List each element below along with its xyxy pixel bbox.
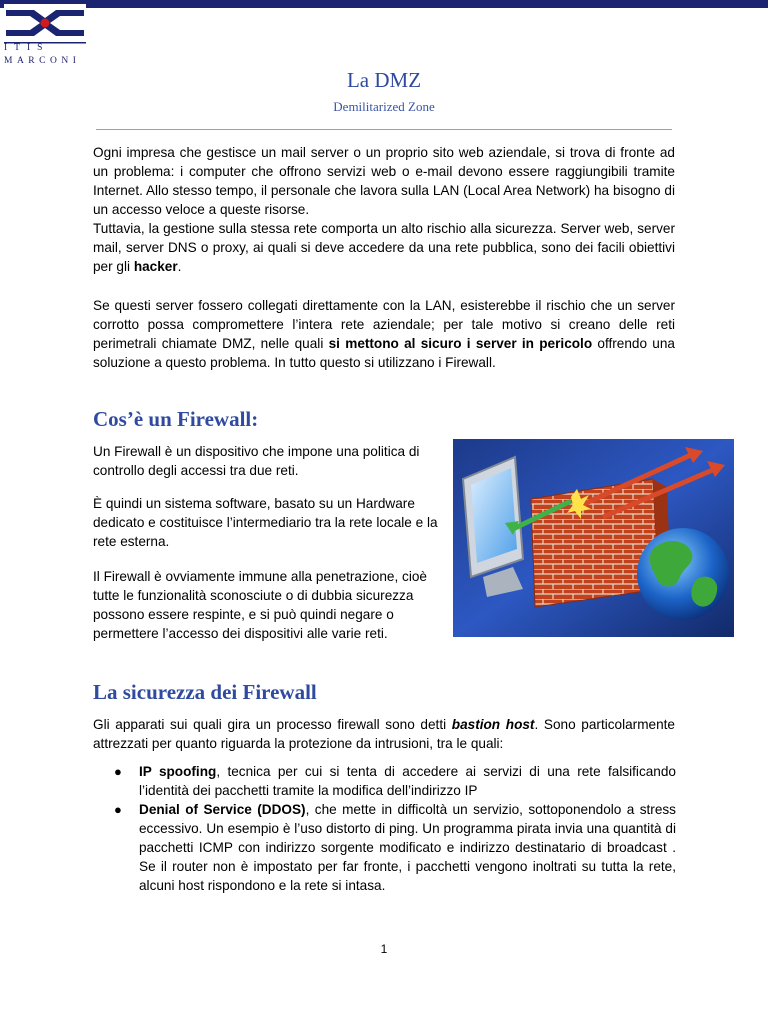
firewall-paragraph-1: Un Firewall è un dispositivo che impone una politica di controllo degli accessi tra due reti.	[93, 444, 420, 478]
firewall-illustration	[453, 439, 734, 637]
logo-line-2: MARCONI	[4, 56, 81, 66]
page-title: La DMZ	[346, 68, 422, 92]
title-divider	[96, 129, 672, 130]
firewall-paragraph-2: È quindi un sistema software, basato su un Hardware dedicato e costituisce l’intermediario tra la rete locale e la rete esterna.	[93, 496, 438, 549]
bullet-icon: ●	[114, 802, 122, 817]
security-heading: La sicurezza dei Firewall	[93, 680, 317, 704]
bullet-icon: ●	[114, 764, 122, 779]
globe-icon	[637, 528, 729, 620]
secure-servers-phrase: si mettono al sicuro i server in pericolo	[328, 336, 593, 351]
list-item-term: IP spoofing	[139, 764, 217, 779]
list-item-text: , tecnica per cui si tenta di accedere ai servizi di una rete falsificando l’identità dei pacchetti tramite la modifica dell’indirizzo IP	[139, 764, 676, 798]
list-item-term: Denial of Service (DDOS)	[139, 802, 306, 817]
threat-list	[114, 762, 676, 895]
bastion-host-term: bastion host	[451, 717, 535, 732]
page-number: 1	[380, 942, 388, 956]
top-bar	[0, 0, 768, 8]
intro-section	[93, 143, 675, 276]
list-item-text: , che mette in difficoltà un servizio, sottoponendolo a stress eccessivo. Un esempio è l’uso distorto di ping. Un programma pirata invia una quantità di pacchetti ICMP con indirizzo sorgente modificato e indirizzo destinatario di broadcast . Se il router non è impostato per far fronte, i pacchetti vengono inoltrati su tutta la rete, alcuni host rispondono e la rete si intasa.	[139, 802, 676, 893]
hacker-term: hacker	[133, 259, 178, 274]
firewall-heading: Cos’è un Firewall:	[93, 407, 259, 431]
list-item	[114, 800, 676, 895]
intro-paragraph-3: Se questi server fossero collegati direttamente con la LAN, esisterebbe il rischio che un server corrotto possa compromettere l’intera rete aziendale; per tale motivo si creano delle reti perimetrali chiamate DMZ, nelle quali si mettono al sicuro i server in pericolo offrendo una soluzione a questo problema. In tutto questo si utilizzano i Firewall.	[93, 298, 675, 370]
list-item	[114, 762, 676, 800]
logo-line-1: ITIS	[4, 43, 50, 53]
intro-paragraph-1: Ogni impresa che gestisce un mail server o un proprio sito web aziendale, si trova di fronte ad un problema: i computer che offrono servizi web o e-mail devono essere raggiungibili tramite Internet. Allo stesso tempo, il personale che lavora sulla LAN (Local Area Network) ha bisogno di un accesso veloce a queste risorse.	[93, 145, 675, 217]
intro-paragraph-2: Tuttavia, la gestione sulla stessa rete comporta un alto rischio alla sicurezza. Server web, server mail, server DNS o proxy, ai quali si deve accedere da una rete pubblica, sono dei facili obiettivi per gli hacker.	[93, 221, 675, 274]
firewall-paragraph-3: Il Firewall è ovviamente immune alla penetrazione, cioè tutte le funzionalità sconosciute o di dubbia sicurezza possono essere respinte, e si può quindi negare o permettere l’accesso dei dispositivi alle varie reti.	[93, 569, 427, 641]
security-intro: Gli apparati sui quali gira un processo firewall sono detti bastion host. Sono particolarmente attrezzati per quanto riguarda la protezione da intrusioni, tra le quali:	[93, 717, 675, 751]
page-subtitle: Demilitarized Zone	[333, 99, 435, 114]
